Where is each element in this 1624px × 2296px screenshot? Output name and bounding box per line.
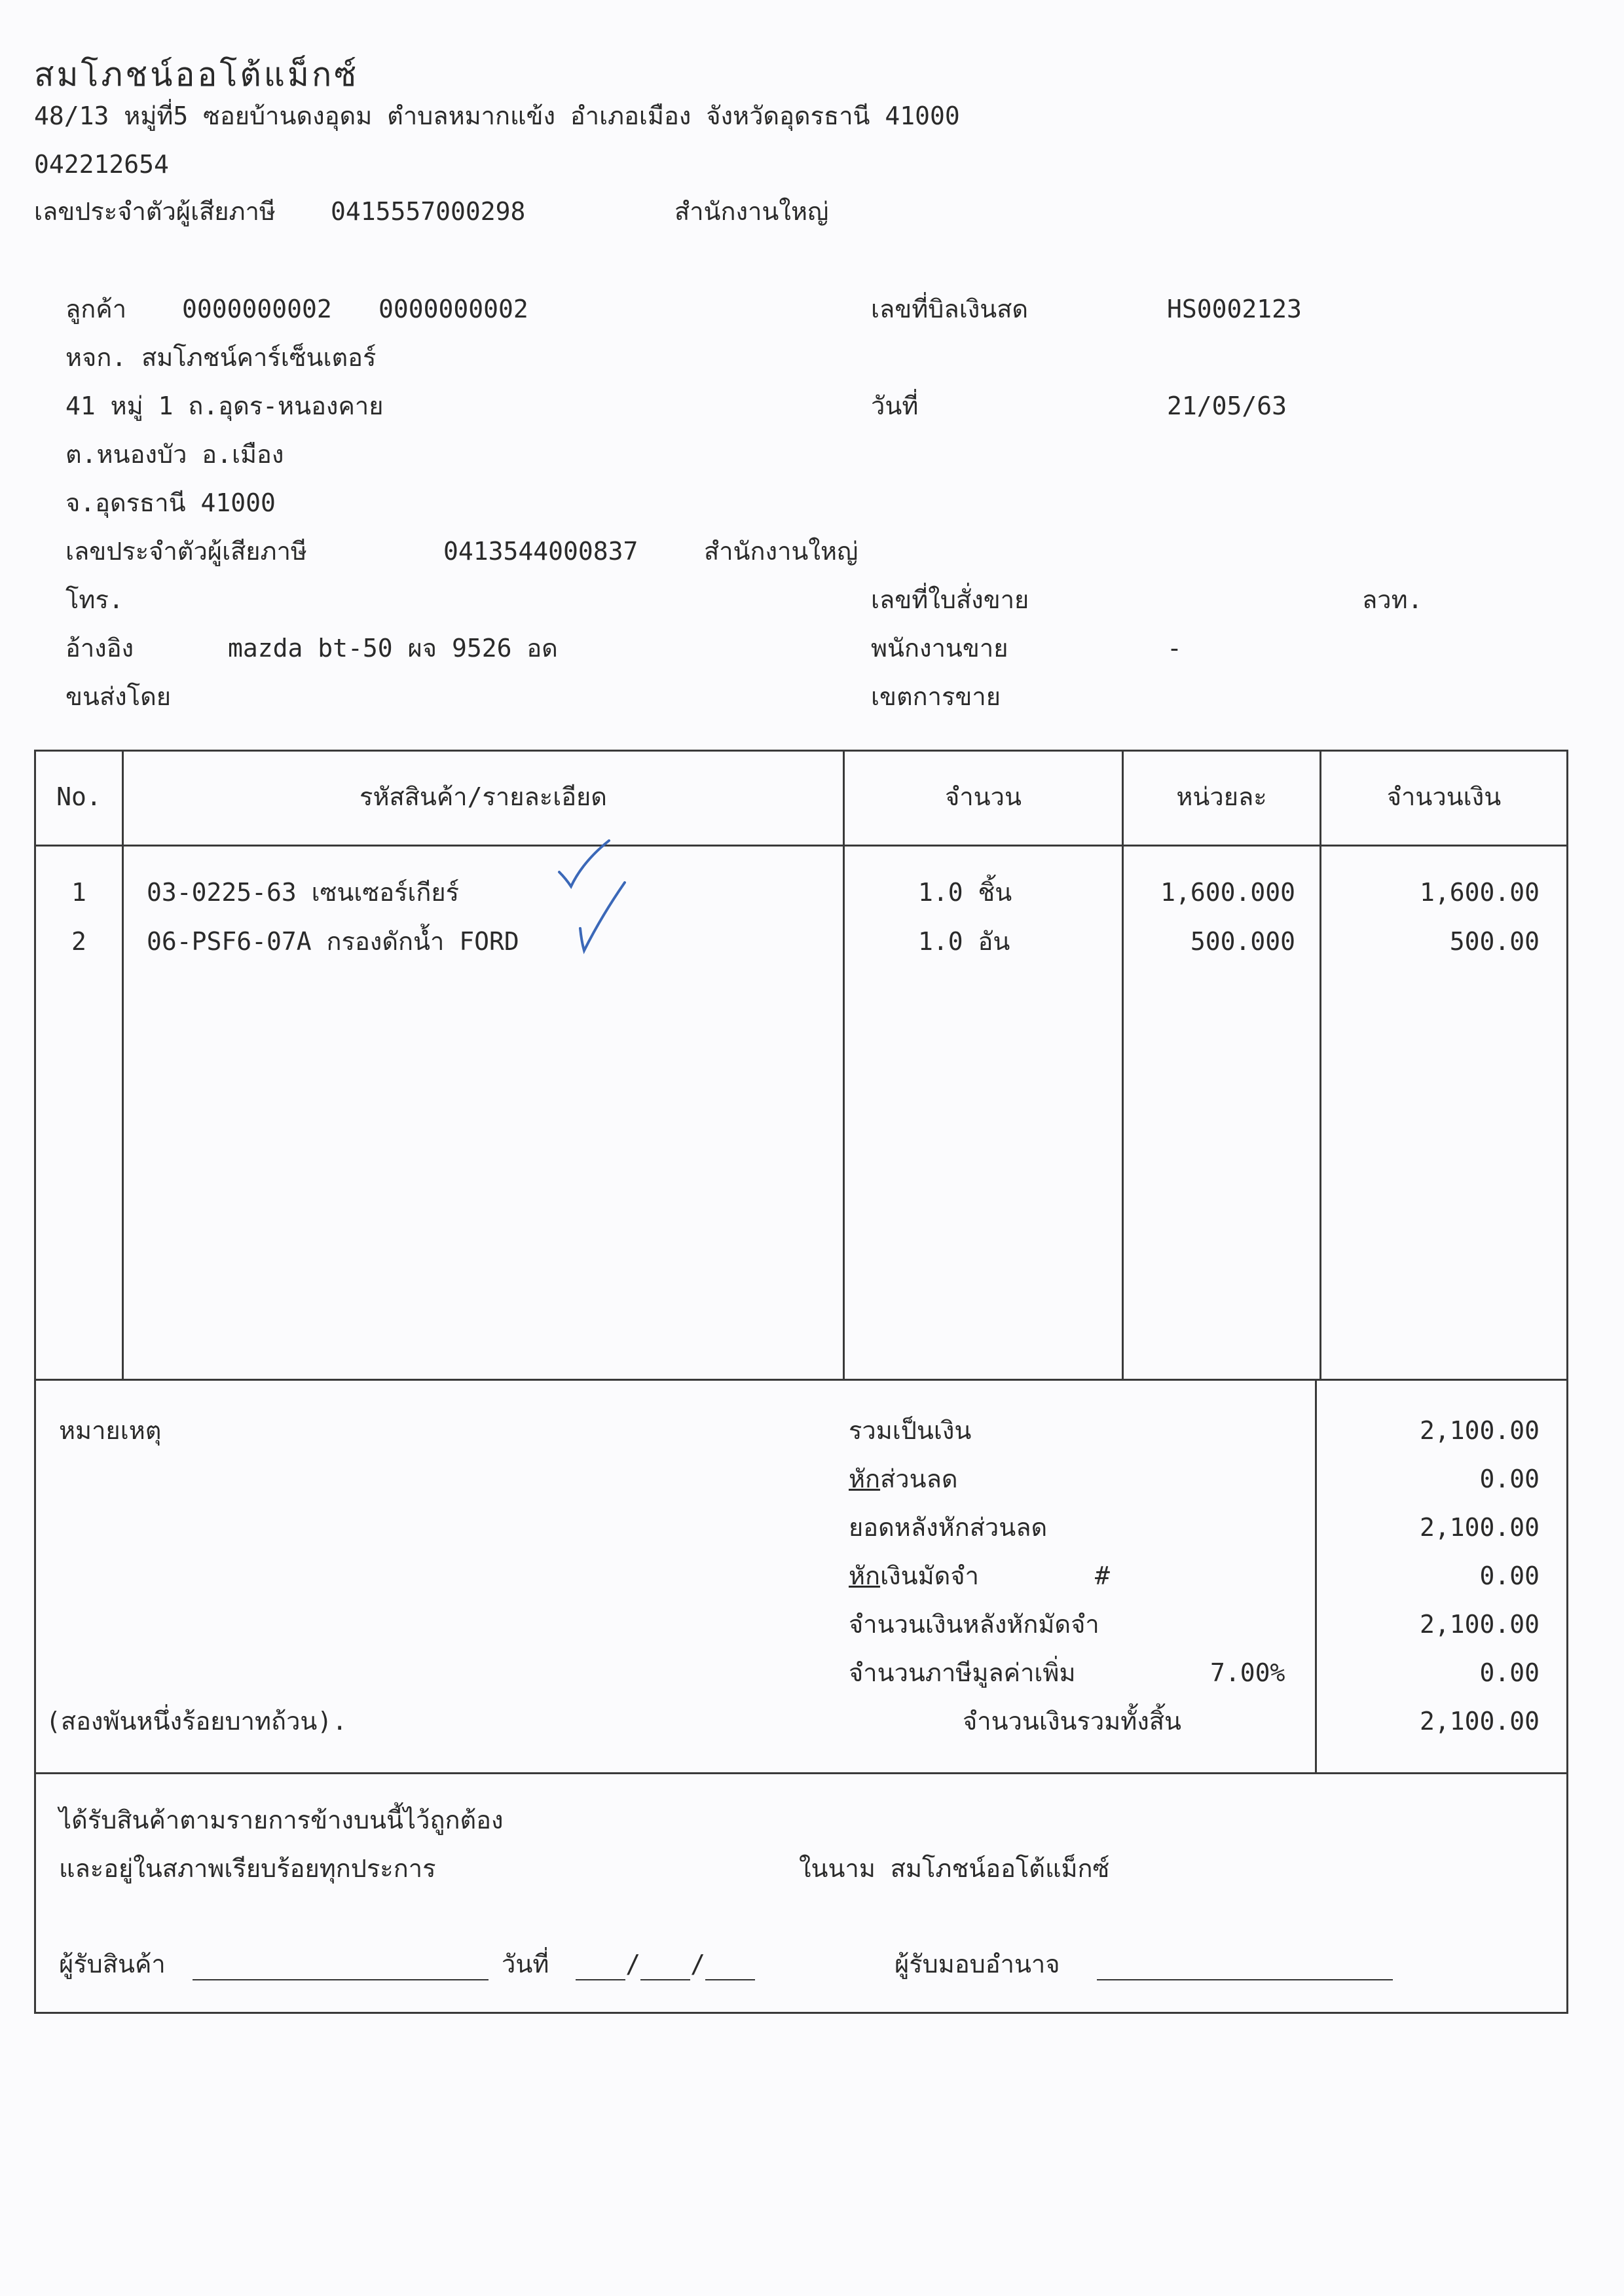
col-header-amount: จำนวนเงิน (1386, 782, 1502, 811)
deposit-value: 0.00 (1479, 1561, 1540, 1590)
received-statement-line-1: ได้รับสินค้าตามรายการข้างบนนี้ไว้ถูกต้อง (59, 1806, 504, 1834)
after-discount-label: ยอดหลังหักส่วนลด (849, 1513, 1048, 1542)
salesperson-label: พนักงานขาย (871, 634, 1008, 663)
items-bottom-rule (34, 1379, 1568, 1381)
after-discount-value: 2,100.00 (1419, 1513, 1540, 1542)
company-name: สมโภชน์ออโต้แม็กซ์ (34, 56, 360, 94)
customer-taxid: 0413544000837 (443, 537, 638, 566)
col-rule-4 (1320, 750, 1321, 1381)
customer-code-2: 0000000002 (378, 295, 528, 323)
amount-in-words: (สองพันหนึ่งร้อยบาทถ้วน). (46, 1707, 348, 1736)
received-statement-line-2: และอยู่ในสภาพเรียบร้อยทุกประการ (59, 1854, 436, 1883)
subtotal-value: 2,100.00 (1419, 1416, 1540, 1445)
customer-code-1: 0000000002 (182, 295, 332, 323)
company-phone: 042212654 (34, 150, 169, 179)
row-amount: 1,600.00 (1419, 878, 1540, 907)
remark-label: หมายเหตุ (59, 1416, 162, 1445)
sales-zone-label: เขตการขาย (871, 682, 1001, 711)
sales-order-suffix: ลวท. (1362, 585, 1423, 614)
handwritten-check-mark (576, 877, 629, 956)
row-amount: 500.00 (1449, 927, 1540, 956)
shipping-label: ขนส่งโดย (65, 682, 172, 711)
vat-label: จำนวนภาษีมูลค่าเพิ่ม (849, 1658, 1076, 1687)
subtotal-label: รวมเป็นเงิน (849, 1416, 972, 1445)
row-description: 06-PSF6-07A กรองดักน้ำ FORD (147, 927, 519, 956)
company-address: 48/13 หมู่ที่5 ซอยบ้านดงอุดม ตำบลหมากแข้ง อำเภอเมือง จังหวัดอุดรธานี 41000 (34, 101, 960, 130)
receiver-signature (59, 1948, 489, 1980)
row-unit-price: 1,600.000 (1160, 878, 1295, 907)
col-header-unit-price: หน่วยละ (1176, 782, 1267, 811)
col-rule-1 (122, 750, 124, 1381)
vat-value: 0.00 (1479, 1658, 1540, 1687)
customer-name: หจก. สมโภชน์คาร์เซ็นเตอร์ (65, 343, 377, 372)
row-quantity: 1.0 อัน (918, 927, 1010, 956)
vat-rate: 7.00% (1210, 1658, 1285, 1687)
customer-phone-label: โทร. (65, 585, 124, 614)
col-header-no: No. (56, 782, 101, 811)
reference-value: mazda bt-50 ผจ 9526 อด (228, 634, 558, 663)
header-bottom-rule (34, 845, 1568, 847)
col-rule-3 (1122, 750, 1124, 1381)
company-taxid: 0415557000298 (331, 197, 526, 226)
authorized-signature (895, 1948, 1393, 1980)
receive-date-label: วันที่ (502, 1950, 549, 1978)
customer-branch: สำนักงานใหญ่ (704, 537, 858, 566)
grand-total-value: 2,100.00 (1419, 1707, 1540, 1736)
date-year-line (705, 1953, 755, 1980)
after-deposit-value: 2,100.00 (1419, 1610, 1540, 1639)
row-number: 2 (71, 927, 86, 956)
discount-value: 0.00 (1479, 1465, 1540, 1493)
row-description: 03-0225-63 เซนเซอร์เกียร์ (147, 878, 460, 907)
frame-top (34, 750, 1568, 752)
company-taxid-label: เลขประจำตัวผู้เสียภาษี (34, 197, 276, 226)
col-header-description: รหัสสินค้า/รายละเอียด (360, 782, 607, 811)
row-number: 1 (71, 878, 86, 907)
authorized-label: ผู้รับมอบอำนาจ (895, 1950, 1060, 1978)
customer-address-2: ต.หนองบัว อ.เมือง (65, 440, 284, 469)
sales-order-label: เลขที่ใบสั่งขาย (871, 585, 1029, 614)
date-day-line (576, 1953, 625, 1980)
authorized-signature-line (1097, 1953, 1393, 1980)
col-header-quantity: จำนวน (945, 782, 1022, 811)
customer-address-3: จ.อุดรธานี 41000 (65, 488, 276, 517)
customer-taxid-label: เลขประจำตัวผู้เสียภาษี (65, 537, 307, 566)
customer-address-1: 41 หมู่ 1 ถ.อุดร-หนองคาย (65, 392, 384, 420)
receive-date: วันที่ / / (502, 1948, 755, 1980)
after-deposit-label: จำนวนเงินหลังหักมัดจำ (849, 1610, 1099, 1639)
receiver-label: ผู้รับสินค้า (59, 1950, 166, 1978)
company-branch: สำนักงานใหญ่ (674, 197, 829, 226)
row-quantity: 1.0 ชิ้น (918, 878, 1012, 907)
grand-total-label: จำนวนเงินรวมทั้งสิ้น (963, 1707, 1181, 1736)
frame-right (1566, 750, 1568, 2014)
deposit-label: หักเงินมัดจำ (849, 1561, 979, 1590)
customer-label: ลูกค้า (65, 295, 127, 323)
date-month-line (640, 1953, 690, 1980)
on-behalf-of: ในนาม สมโภชน์ออโต้แม็กซ์ (799, 1854, 1110, 1883)
bill-number-label: เลขที่บิลเงินสด (871, 295, 1029, 323)
col-rule-2 (843, 750, 845, 1381)
bill-date-label: วันที่ (871, 392, 919, 420)
frame-bottom (34, 2012, 1568, 2014)
receiver-signature-line (193, 1953, 489, 1980)
reference-label: อ้างอิง (65, 634, 134, 663)
discount-label: หักส่วนลด (849, 1465, 958, 1493)
row-unit-price: 500.000 (1190, 927, 1295, 956)
bill-number: HS0002123 (1167, 295, 1302, 323)
deposit-hash: # (1095, 1561, 1110, 1590)
bill-date: 21/05/63 (1167, 392, 1287, 420)
summary-bottom-rule (34, 1772, 1568, 1774)
salesperson-value: - (1167, 634, 1182, 663)
